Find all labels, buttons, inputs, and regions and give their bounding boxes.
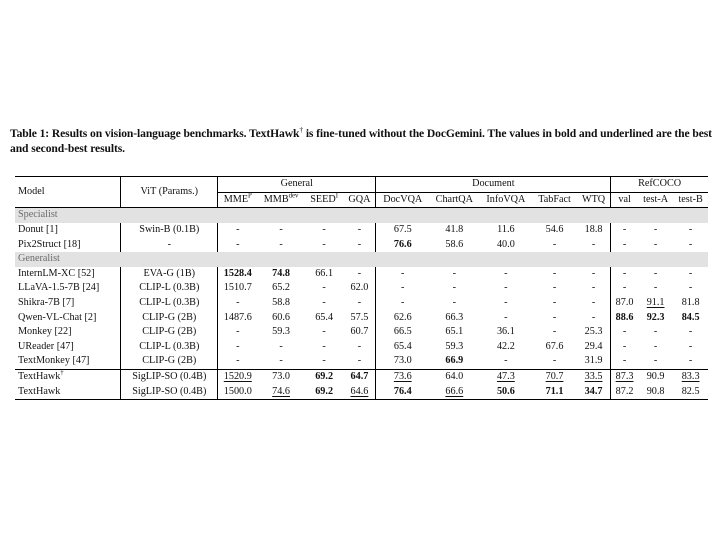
section-label: Generalist: [15, 252, 708, 267]
score-cell: -: [611, 340, 638, 355]
score-cell: 66.5: [376, 325, 429, 340]
header-model: Model: [18, 186, 45, 198]
score-cell: 92.3: [646, 311, 665, 323]
vit-params: Swin-B (0.1B): [121, 223, 218, 238]
score-cell: -: [552, 297, 557, 309]
score-cell: -: [688, 267, 693, 279]
score-cell: -: [376, 281, 429, 296]
score-cell: -: [357, 267, 362, 279]
score-cell: 1510.7: [218, 281, 258, 296]
score-cell: 1528.4: [218, 267, 258, 282]
score-cell: 31.9: [584, 355, 603, 367]
score-cell: -: [452, 297, 457, 309]
score-cell: 69.2: [305, 369, 344, 384]
score-cell: -: [279, 238, 283, 250]
score-cell: -: [688, 238, 693, 250]
score-cell: 57.5: [350, 311, 369, 323]
score-cell: 66.9: [445, 355, 464, 367]
score-cell: 66.6: [445, 385, 464, 397]
score-cell: -: [653, 238, 658, 250]
score-cell: 58.8: [272, 297, 290, 309]
score-cell: -: [322, 238, 326, 250]
score-cell: 60.7: [350, 326, 369, 338]
section-label-row: [15, 208, 708, 223]
table-row: [15, 369, 708, 384]
header-group-row: [15, 177, 708, 192]
score-cell: -: [218, 325, 258, 340]
score-cell: -: [552, 238, 557, 250]
vit-params: CLIP-G (2B): [121, 325, 218, 340]
score-cell: -: [591, 238, 596, 250]
score-cell: 73.6: [376, 369, 429, 384]
vit-params: SigLIP-SO (0.4B): [121, 369, 218, 384]
score-cell: 58.6: [445, 238, 464, 250]
score-cell: -: [591, 267, 596, 279]
score-cell: 47.3: [480, 369, 533, 384]
score-cell: 88.6: [611, 310, 638, 325]
score-cell: -: [452, 267, 457, 279]
table-row: [15, 354, 708, 369]
model-name: TextMonkey [47]: [18, 355, 90, 367]
score-cell: 33.5: [577, 369, 611, 384]
score-cell: 65.4: [315, 311, 334, 323]
score-cell: -: [653, 267, 658, 279]
table-row: [15, 384, 708, 399]
model-name: Qwen-VL-Chat [2]: [18, 311, 97, 323]
header-group-document: Document: [376, 177, 611, 192]
table-row: [15, 267, 708, 282]
score-cell: -: [357, 238, 362, 250]
table-row: [15, 296, 708, 311]
score-cell: -: [552, 311, 557, 323]
score-cell: -: [611, 354, 638, 369]
score-cell: 60.6: [272, 311, 290, 323]
score-cell: 67.6: [545, 340, 564, 352]
score-cell: 64.6: [350, 385, 369, 397]
table-row: [15, 310, 708, 325]
model-name: Shikra-7B [7]: [18, 297, 75, 309]
score-cell: -: [452, 282, 457, 294]
score-cell: 41.8: [445, 224, 464, 236]
score-cell: 87.0: [611, 296, 638, 311]
score-cell: -: [376, 296, 429, 311]
header-group-refcoco: RefCOCO: [611, 177, 708, 192]
score-cell: 34.7: [584, 385, 603, 397]
score-cell: -: [653, 340, 658, 352]
score-cell: 76.4: [376, 384, 429, 399]
table-row: [15, 223, 708, 238]
score-cell: 64.0: [429, 369, 480, 384]
score-cell: -: [611, 223, 638, 238]
score-cell: 90.9: [638, 369, 673, 384]
header-col-chartqa: ChartQA: [435, 193, 474, 205]
score-cell: 69.2: [315, 385, 334, 397]
score-cell: 87.3: [611, 369, 638, 384]
score-cell: -: [357, 355, 362, 367]
vit-params: -: [121, 237, 218, 252]
score-cell: 29.4: [584, 340, 603, 352]
score-cell: -: [218, 354, 258, 369]
header-group-general: General: [218, 177, 376, 192]
score-cell: 74.6: [272, 385, 290, 397]
score-cell: -: [688, 340, 693, 352]
header-col-val: val: [611, 192, 638, 208]
score-cell: 64.7: [343, 369, 375, 384]
score-cell: 82.5: [681, 385, 700, 397]
score-cell: 66.1: [315, 267, 334, 279]
score-cell: 73.0: [376, 354, 429, 369]
score-cell: -: [322, 224, 326, 236]
score-cell: -: [653, 326, 658, 338]
score-cell: -: [591, 282, 596, 294]
score-cell: 11.6: [497, 224, 515, 236]
score-cell: 62.0: [350, 282, 369, 294]
model-name: TextHawk†: [15, 369, 121, 384]
score-cell: 59.3: [445, 340, 464, 352]
results-table: [15, 176, 708, 400]
score-cell: -: [552, 355, 557, 367]
score-cell: -: [504, 282, 508, 294]
model-name: LLaVA-1.5-7B [24]: [18, 282, 100, 294]
score-cell: -: [279, 340, 283, 352]
score-cell: -: [591, 311, 596, 323]
header-col-docvqa: DocVQA: [376, 192, 429, 208]
header-vit: ViT (Params.): [121, 177, 218, 208]
score-cell: -: [218, 237, 258, 252]
score-cell: -: [218, 296, 258, 311]
score-cell: 62.6: [376, 310, 429, 325]
section-label: Specialist: [15, 208, 708, 223]
score-cell: 81.8: [681, 297, 700, 309]
model-name: Donut [1]: [18, 224, 58, 236]
model-name: Monkey [22]: [18, 326, 72, 338]
score-cell: 59.3: [272, 326, 290, 338]
score-cell: -: [611, 267, 638, 282]
table-row: [15, 237, 708, 252]
score-cell: -: [357, 224, 362, 236]
header-col-test-b: test-B: [678, 193, 703, 205]
score-cell: -: [611, 281, 638, 296]
table-caption: Table 1: Results on vision-language benchmarks. TextHawk† is fine-tuned without the DocGemini. The values in bold and underlined are the best and second-best results.: [10, 125, 712, 155]
score-cell: 18.8: [584, 224, 603, 236]
score-cell: 71.1: [545, 385, 564, 397]
model-name: UReader [47]: [18, 340, 74, 352]
score-cell: -: [688, 326, 693, 338]
score-cell: -: [504, 267, 508, 279]
vit-params: CLIP-L (0.3B): [121, 340, 218, 355]
section-label-row: [15, 252, 708, 267]
header-col-seed: $SEED^I$: [310, 192, 338, 205]
score-cell: -: [322, 297, 326, 309]
score-cell: 84.5: [681, 311, 700, 323]
score-cell: 25.3: [584, 326, 603, 338]
score-cell: 66.3: [445, 311, 464, 323]
score-cell: -: [688, 355, 693, 367]
score-cell: -: [653, 282, 658, 294]
score-cell: 65.2: [272, 282, 290, 294]
vit-params: CLIP-L (0.3B): [121, 296, 218, 311]
score-cell: 54.6: [545, 224, 564, 236]
score-cell: -: [376, 267, 429, 282]
vit-params: SigLIP-SO (0.4B): [121, 384, 218, 399]
score-cell: 1500.0: [218, 384, 258, 399]
score-cell: -: [279, 224, 283, 236]
score-cell: -: [279, 355, 283, 367]
score-cell: 40.0: [496, 238, 515, 250]
score-cell: -: [653, 224, 658, 236]
score-cell: -: [218, 340, 258, 355]
score-cell: 65.4: [376, 340, 429, 355]
header-col-tabfact: TabFact: [538, 193, 571, 205]
model-name: TextHawk: [18, 385, 61, 397]
model-name: Pix2Struct [18]: [18, 238, 81, 250]
score-cell: -: [611, 237, 638, 252]
score-cell: -: [322, 340, 326, 352]
score-cell: -: [688, 282, 693, 294]
score-cell: 70.7: [532, 369, 577, 384]
score-cell: -: [552, 267, 557, 279]
score-cell: -: [591, 297, 596, 309]
header-col-infovqa: InfoVQA: [486, 193, 526, 205]
score-cell: 91.1: [646, 297, 665, 309]
score-cell: -: [322, 282, 326, 294]
score-cell: 74.8: [272, 267, 290, 279]
table-row: [15, 340, 708, 355]
vit-params: CLIP-L (0.3B): [121, 281, 218, 296]
header-col-test-a: test-A: [643, 193, 669, 205]
vit-params: CLIP-G (2B): [121, 354, 218, 369]
score-cell: -: [552, 282, 557, 294]
score-cell: 67.5: [376, 223, 429, 238]
score-cell: -: [322, 355, 326, 367]
score-cell: 83.3: [673, 369, 708, 384]
score-cell: -: [322, 326, 326, 338]
score-cell: 65.1: [445, 326, 464, 338]
score-cell: 73.0: [257, 369, 304, 384]
score-cell: 87.2: [611, 384, 638, 399]
score-cell: -: [611, 325, 638, 340]
score-cell: 50.6: [496, 385, 515, 397]
score-cell: -: [504, 297, 508, 309]
score-cell: -: [504, 355, 508, 367]
score-cell: -: [688, 224, 693, 236]
score-cell: -: [552, 326, 557, 338]
score-cell: -: [357, 297, 362, 309]
score-cell: 36.1: [496, 326, 515, 338]
header-col-wtq: WTQ: [581, 193, 606, 205]
header-col-mmb: $MMB^{dev}$: [263, 192, 299, 205]
vit-params: EVA-G (1B): [121, 267, 218, 282]
score-cell: -: [653, 355, 658, 367]
table-row: [15, 281, 708, 296]
score-cell: 76.6: [376, 237, 429, 252]
header-col-gqa: GQA: [348, 193, 371, 205]
table-row: [15, 325, 708, 340]
header-col-mme: $MME^P$: [218, 192, 258, 208]
score-cell: -: [357, 340, 362, 352]
model-name: InternLM-XC [52]: [18, 267, 95, 279]
score-cell: -: [218, 223, 258, 238]
score-cell: -: [504, 311, 508, 323]
score-cell: 90.8: [646, 385, 665, 397]
score-cell: 1520.9: [218, 369, 258, 384]
score-cell: 42.2: [496, 340, 515, 352]
vit-params: CLIP-G (2B): [121, 310, 218, 325]
score-cell: 1487.6: [218, 310, 258, 325]
